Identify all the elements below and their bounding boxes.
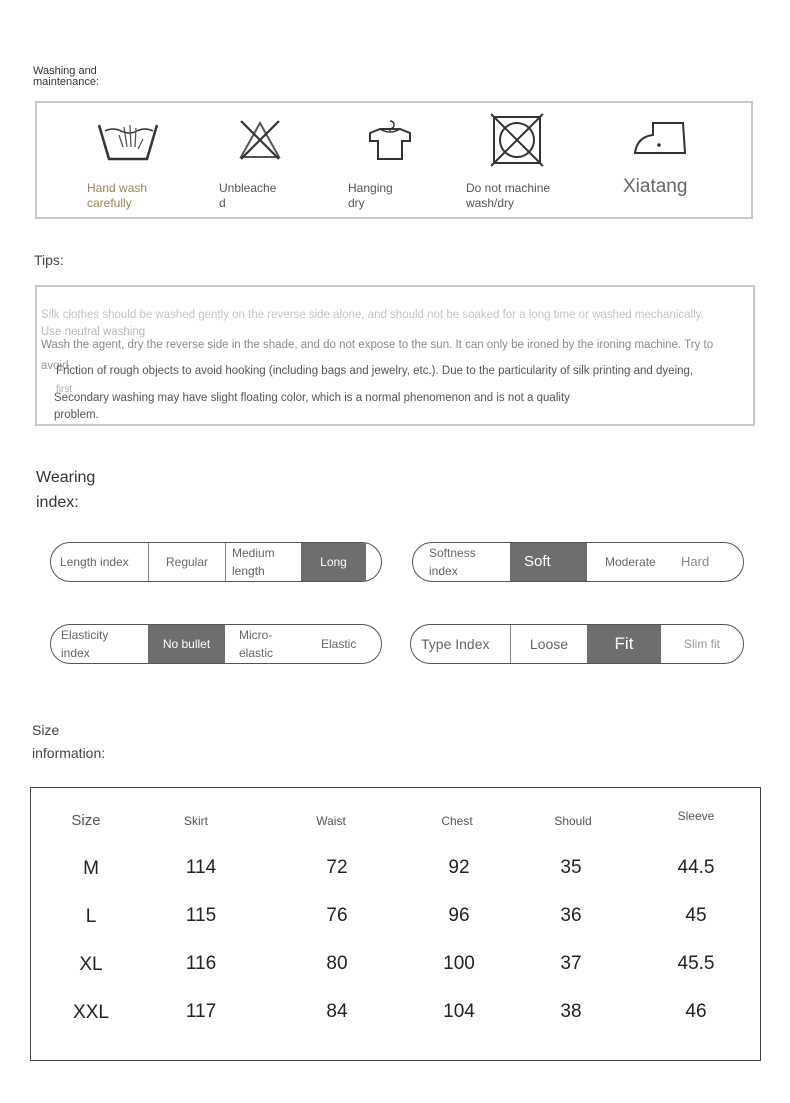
table-cell: 104 [443, 1001, 475, 1022]
length-index-label: Length index [60, 555, 129, 569]
table-cell: 80 [326, 953, 348, 974]
table-cell: 45.5 [677, 953, 715, 974]
table-cell: 72 [326, 857, 348, 878]
softness-index-scale [412, 542, 744, 582]
tip-line: avoid [41, 360, 69, 372]
hand-wash-icon [97, 117, 159, 163]
tip-line: Wash the agent, dry the reverse side in the shade, and do not expose to the sun. It can only be ironed by the ironing machine. Try to [41, 339, 714, 351]
tip-line: problem. [54, 409, 99, 421]
table-cell: 114 [185, 857, 217, 878]
softness-index-label: Softness index [429, 546, 476, 578]
size-header: Should [554, 814, 592, 828]
tips-panel [35, 285, 755, 426]
iron-icon [633, 119, 689, 157]
table-cell: L [85, 906, 97, 927]
size-table [30, 787, 761, 1061]
type-index-scale [410, 624, 744, 664]
table-cell: 116 [185, 953, 217, 974]
type-option-fit-selected: Fit [587, 625, 661, 663]
no-bleach-icon [237, 117, 283, 163]
care-item-hand-wash [85, 103, 215, 219]
table-cell: 45 [685, 905, 707, 926]
table-cell: 44.5 [677, 857, 715, 878]
tips-title: Tips: [34, 252, 64, 268]
tip-line: Use neutral washing [41, 326, 146, 338]
care-label: Xiatang [623, 176, 688, 197]
care-label: Unbleache d [219, 181, 277, 210]
type-option-loose: Loose [510, 625, 587, 663]
care-item-iron [623, 103, 753, 219]
care-label: Hand wash carefully [87, 181, 148, 210]
care-label: Hanging dry [348, 181, 393, 210]
table-cell: 37 [560, 953, 582, 974]
softness-option-soft-selected: Soft [510, 543, 587, 581]
length-option-medium: Medium length [225, 543, 301, 581]
table-cell: 100 [443, 953, 475, 974]
size-header: Chest [441, 814, 473, 828]
softness-option-moderate: Moderate [605, 555, 656, 569]
type-option-slim-fit: Slim fit [684, 637, 720, 651]
table-cell: 35 [560, 857, 582, 878]
elasticity-index-scale [50, 624, 382, 664]
length-index-scale [50, 542, 382, 582]
table-cell: 46 [685, 1001, 707, 1022]
hanging-dry-icon [366, 117, 414, 163]
table-cell: 36 [560, 905, 582, 926]
elasticity-index-label: Elasticity index [61, 628, 109, 660]
care-label: Do not machine wash/dry [466, 181, 551, 210]
care-item-hanging-dry [348, 103, 478, 219]
type-index-label: Type Index [421, 636, 490, 652]
tip-line: Friction of rough objects to avoid hooking (including bags and jewelry, etc.). Due to the particularity of silk printing and dyeing, [56, 365, 694, 377]
table-cell: 115 [185, 905, 217, 926]
elasticity-option-micro-elastic: Micro-elastic [239, 628, 274, 660]
size-info-title: Size information: [32, 722, 106, 761]
care-section-title: Washing and maintenance: [33, 65, 100, 88]
size-header: Waist [316, 814, 346, 828]
no-machine-wash-icon [490, 113, 544, 167]
length-option-long-selected: Long [301, 543, 366, 581]
table-cell: M [83, 858, 99, 879]
wearing-index-title: Wearing index: [36, 469, 96, 511]
table-cell: 76 [326, 905, 348, 926]
table-cell: 92 [448, 857, 470, 878]
table-cell: 117 [185, 1001, 217, 1022]
care-item-no-machine-wash [466, 103, 596, 219]
table-cell: 38 [560, 1001, 582, 1022]
table-cell: 84 [326, 1001, 348, 1022]
elasticity-option-no-bullet-selected: No bullet [148, 625, 225, 663]
tip-line: Secondary washing may have slight floating color, which is a normal phenomenon and is not a quality [54, 392, 570, 404]
elasticity-option-elastic: Elastic [321, 637, 357, 651]
size-header: Size [71, 812, 101, 829]
table-cell: 96 [448, 905, 470, 926]
size-header: Sleeve [677, 809, 715, 823]
table-cell: XXL [73, 1002, 109, 1023]
length-option-regular: Regular [148, 543, 225, 581]
care-item-no-bleach [219, 103, 349, 219]
size-header: Skirt [184, 814, 208, 828]
softness-option-hard: Hard [681, 554, 710, 569]
tip-line: first [56, 384, 73, 395]
tip-line: Silk clothes should be washed gently on the reverse side alone, and should not be soaked for a long time or washed mechanically. [41, 309, 704, 321]
table-cell: XL [79, 954, 103, 975]
care-symbols-panel [35, 101, 753, 219]
